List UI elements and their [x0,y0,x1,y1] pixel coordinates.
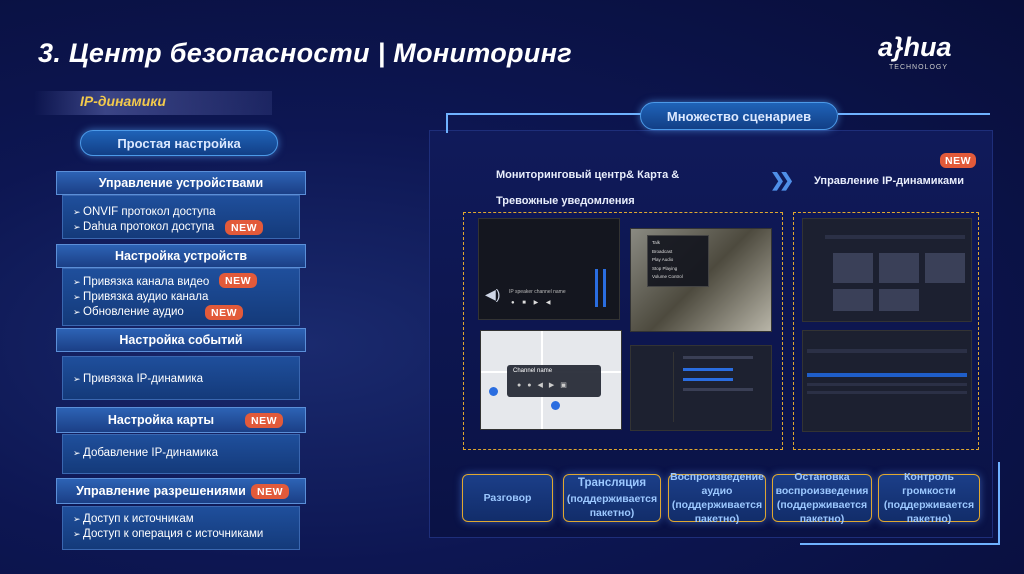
table-row[interactable] [807,383,967,386]
logo-subtitle: TECHNOLOGY [889,64,949,71]
new-badge: NEW [205,305,243,320]
popup-controls[interactable]: ●●◀▶▣ [517,382,573,389]
list-item: ➢ Доступ к операция с источниками [73,528,263,540]
list-item: ➢ Обновление аудио [73,306,184,318]
section-permissions-label: Управление разрешениями [76,484,246,498]
section-device-settings: Настройка устройств [56,244,306,268]
list-item: ➢ Доступ к источникам [73,513,194,525]
speaker-icon: ◀) [485,286,501,302]
menu-item[interactable]: Broadcast [652,248,673,254]
toolbar [825,235,965,239]
page-title: 3. Центр безопасности | Мониторинг [38,38,572,68]
section-event-settings: Настройка событий [56,328,306,352]
settings-row [683,356,753,359]
button-label: (поддерживается [671,499,763,511]
frame-line [800,543,1000,545]
section-device-management: Управление устройствами [56,171,306,195]
play-audio-button[interactable] [668,470,766,526]
menu-item[interactable]: Talk [652,240,661,245]
new-badge: NEW [225,220,263,235]
button-label: (поддерживается [883,499,975,511]
list-item: ➢ Dahua протокол доступа [73,221,214,233]
button-label: аудио [701,484,733,497]
button-label: Воспроизведение [670,470,764,483]
section-device-settings-body [62,268,300,326]
new-badge: NEW [219,273,257,288]
button-label: (поддерживается [776,499,868,511]
map-pin-icon[interactable] [489,387,498,396]
map-screen [480,330,622,430]
speaker-player-screen [478,218,620,320]
context-menu-items[interactable] [652,239,683,282]
list-item: ➢ ONVIF протокол доступа [73,206,216,218]
menu-item[interactable]: Volume Control [652,274,683,279]
table-row-selected[interactable] [807,373,967,377]
button-label: пакетно) [589,506,635,519]
menu-item[interactable]: Stop Playing [652,265,678,271]
frame-line [998,462,1000,545]
device-tile[interactable] [925,253,965,283]
section-permissions-body [62,506,300,550]
simple-setup-pill: Простая настройка [80,130,278,156]
button-label: пакетно) [906,513,952,526]
talk-button[interactable] [462,474,553,522]
button-label: Контроль громкости [902,470,956,497]
menu-item[interactable]: Play Audio [652,257,674,262]
caption-monitoring: Мониторинговый центр& Карта & [496,169,680,181]
section-map-settings-label: Настройка карты [107,413,215,427]
frame-line [838,113,990,115]
caption-alarms: Тревожные уведомления [496,195,635,207]
caption-ip-management: Управление IP-динамиками [814,175,965,187]
button-label: Трансляция [577,477,647,490]
device-grid-screen [802,218,972,322]
double-chevron-icon: ❯❯ [770,170,789,190]
scenarios-pill: Множество сценариев [640,102,838,130]
stop-playing-button[interactable] [772,470,872,526]
section-device-management-body [62,195,300,239]
settings-row [683,388,753,391]
device-tile[interactable] [833,289,873,311]
button-label: (поддерживается [566,492,658,505]
media-management-screen [802,330,972,432]
map-channel-popup [507,365,601,397]
list-item: ➢ Привязка IP-динамика [73,373,203,385]
camera-context-menu-screen [630,228,772,332]
speaker-channel-label: IP speaker channel name [509,289,566,295]
map-pin-icon[interactable] [551,401,560,410]
dahua-logo: a}hua [878,32,952,62]
player-controls[interactable]: ● ■ ▶ ◀ [511,300,554,306]
volume-slider[interactable] [595,269,598,307]
button-label: воспроизведения [775,484,869,497]
device-tree-screen [630,345,772,431]
table-row[interactable] [807,391,967,394]
ip-speakers-label: IP-динамики [80,93,166,109]
button-label: Остановка [794,470,850,483]
frame-line [446,113,642,115]
device-tile[interactable] [833,253,873,283]
button-label: Разговор [483,491,532,504]
frame-line [446,113,448,133]
table-header [807,349,967,353]
new-badge: NEW [940,153,976,168]
device-tile[interactable] [879,253,919,283]
new-badge: NEW [245,413,283,428]
device-tree-panel [637,352,674,422]
channel-name-label: Channel name [513,368,553,374]
list-item: ➢ Привязка аудио канала [73,291,208,303]
volume-control-button[interactable] [878,470,980,526]
ip-speakers-heading [34,91,272,115]
button-label: пакетно) [799,513,845,526]
volume-slider[interactable] [603,269,606,307]
section-map-settings-body [62,434,300,474]
device-tile[interactable] [879,289,919,311]
list-item: ➢ Добавление IP-динамика [73,447,218,459]
section-event-settings-body [62,356,300,400]
settings-slider[interactable] [683,378,733,381]
context-menu [647,235,709,287]
broadcast-button[interactable] [563,474,661,522]
new-badge: NEW [251,484,289,499]
button-label: пакетно) [694,513,740,526]
list-item: ➢ Привязка канала видео [73,276,209,288]
settings-slider[interactable] [683,368,733,371]
